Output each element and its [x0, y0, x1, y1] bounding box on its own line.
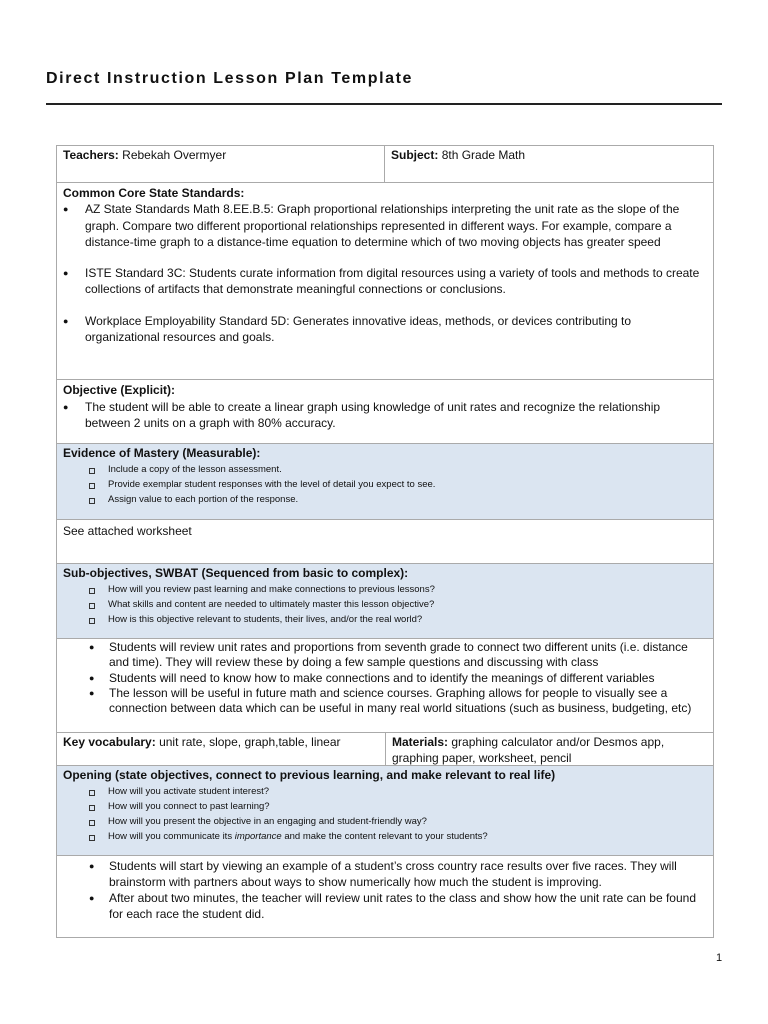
subject-label: Subject: — [391, 148, 439, 162]
opening-prompt: How will you communicate its importance and make the content relevant to your students? — [63, 829, 707, 844]
subobjectives-content-row — [57, 639, 713, 733]
evidence-prompt: Include a copy of the lesson assessment. — [63, 462, 707, 477]
evidence-response-row — [57, 520, 713, 564]
evidence-response: See attached worksheet — [63, 524, 192, 538]
opening-content-row — [57, 856, 713, 937]
opening-prompt: How will you activate student interest? — [63, 784, 707, 799]
subobjective-item: ● Students will review unit rates and proportions from seventh grade to connect two different units (i.e. distance and time). They will review these by doing a few sample questions and discussing with class — [63, 640, 707, 671]
opening-row — [57, 766, 713, 856]
subobjectives-row — [57, 564, 713, 639]
materials-cell — [386, 733, 713, 765]
title-rule — [46, 103, 722, 105]
subobjective-item: ● The lesson will be useful in future math and science courses. Graphing allows for people to visually see a connection between data which can be useful in many real world situations (such as business, budgeting, etc) — [63, 686, 707, 717]
subobjectives-heading: Sub-objectives, SWBAT (Sequenced from basic to complex): — [63, 566, 409, 580]
vocabulary-label: Key vocabulary: — [63, 735, 156, 749]
subobjective-prompt: How is this objective relevant to students, their lives, and/or the real world? — [63, 612, 707, 627]
teachers-label: Teachers: — [63, 148, 119, 162]
document-title: Direct Instruction Lesson Plan Template — [46, 70, 414, 87]
materials-value: graphing calculator and/or Desmos app, graphing paper, worksheet, pencil — [392, 735, 665, 765]
subject-cell — [385, 146, 713, 182]
objective-heading: Objective (Explicit): — [63, 383, 176, 397]
vocabulary-value: unit rate, slope, graph,table, linear — [159, 735, 341, 749]
teachers-value: Rebekah Overmyer — [122, 148, 227, 162]
subobjective-item: ● Students will need to know how to make connections and to identify the meanings of different variables — [63, 671, 707, 686]
objective-row — [57, 380, 713, 444]
evidence-prompt: Assign value to each portion of the response. — [63, 492, 707, 507]
standard-item: ● ISTE Standard 3C: Students curate information from digital resources using a variety of tools and methods to create collections of artifacts that demonstrate meaningful connections or conclusions. — [63, 265, 707, 298]
standard-item: ● Workplace Employability Standard 5D: Generates innovative ideas, methods, or devices contributing to organizational resources and goals. — [63, 313, 707, 346]
standards-heading: Common Core State Standards: — [63, 186, 245, 200]
page-number: 1 — [716, 952, 723, 964]
evidence-prompt: Provide exemplar student responses with the level of detail you expect to see. — [63, 477, 707, 492]
opening-prompt: How will you present the objective in an engaging and student-friendly way? — [63, 814, 707, 829]
materials-label: Materials: — [392, 735, 449, 749]
lesson-plan-table — [56, 145, 714, 938]
teachers-cell — [57, 146, 385, 182]
opening-prompt: How will you connect to past learning? — [63, 799, 707, 814]
opening-item: ● After about two minutes, the teacher will review unit rates to the class and show how the unit rate can be found for each race the student did. — [63, 890, 707, 922]
vocab-materials-row — [57, 733, 713, 766]
evidence-row — [57, 444, 713, 520]
evidence-heading: Evidence of Mastery (Measurable): — [63, 446, 261, 460]
subobjective-prompt: What skills and content are needed to ultimately master this lesson objective? — [63, 597, 707, 612]
standards-row — [57, 183, 713, 380]
vocabulary-cell — [57, 733, 386, 765]
objective-item: ● The student will be able to create a linear graph using knowledge of unit rates and recognize the relationship between 2 units on a graph with 80% accuracy. — [63, 399, 707, 432]
opening-item: ● Students will start by viewing an example of a student’s cross country race results over five races. They will brainstorm with partners about ways to show numerically how much the student is improving. — [63, 858, 707, 890]
opening-heading: Opening (state objectives, connect to previous learning, and make relevant to real life) — [63, 768, 556, 782]
standard-item: ● AZ State Standards Math 8.EE.B.5: Graph proportional relationships interpreting the unit rate as the slope of the graph. Compare two different proportional relationships represented in different ways. For example, compare a distance-time graph to a distance-time equation to determine which of two moving objects has greater speed — [63, 201, 707, 250]
teacher-subject-row — [57, 146, 713, 183]
subject-value: 8th Grade Math — [441, 148, 526, 162]
subobjective-prompt: How will you review past learning and make connections to previous lessons? — [63, 582, 707, 597]
